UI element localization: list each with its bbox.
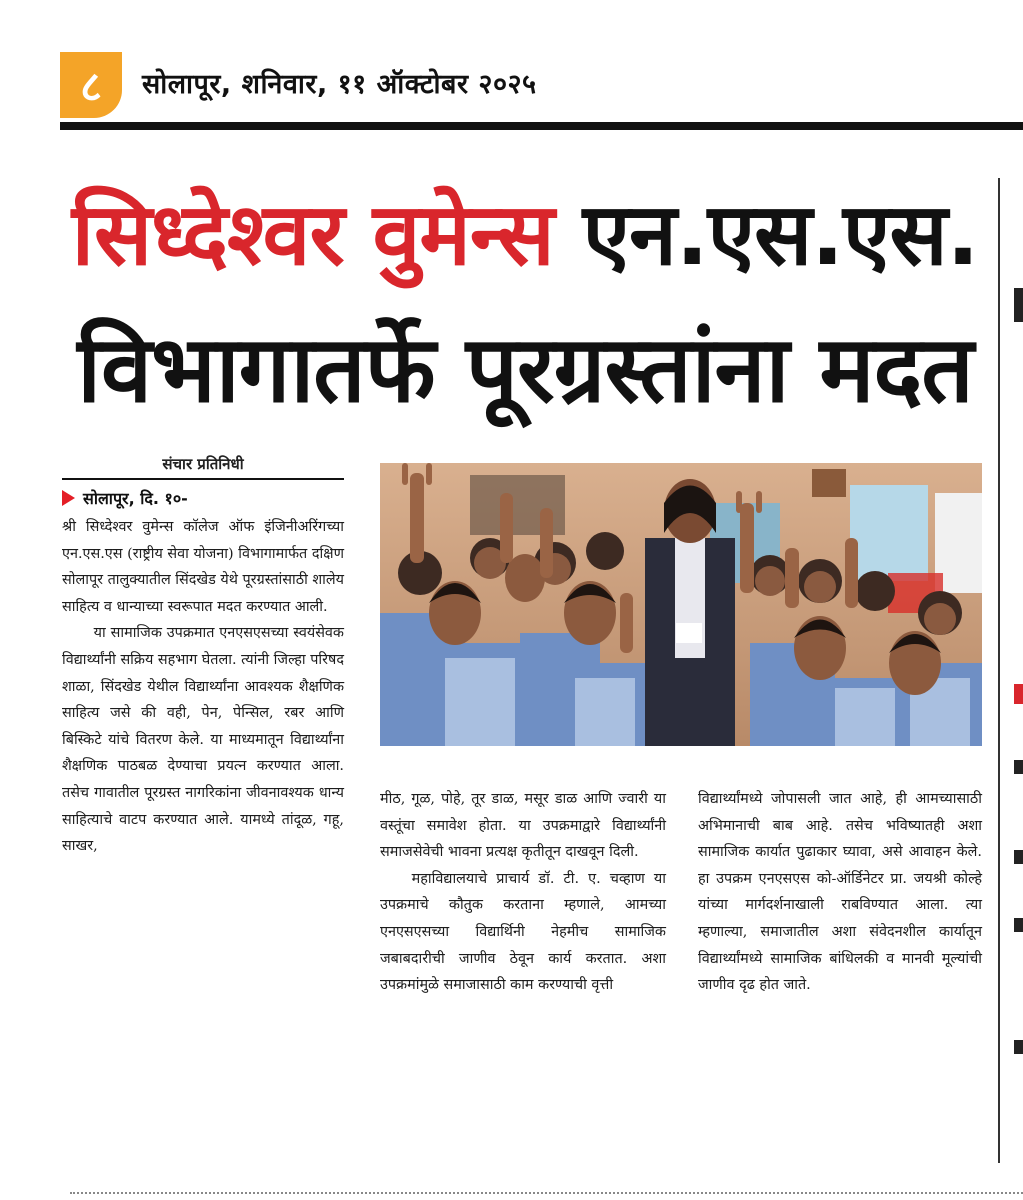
dateline-text: सोलापूर, दि. १०-	[83, 489, 188, 508]
article-paragraph-1: श्री सिध्देश्वर वुमेन्स कॉलेज ऑफ इंजिनीअरिंगच्या एन.एस.एस (राष्ट्रीय सेवा योजना) विभागामार्फत दक्षिण सोलापूर तालुक्यातील सिंदखेड येथे पूरग्रस्तांसाठी शालेय साहित्य व धान्याच्या स्वरूपात मदत करण्यात आली.	[62, 519, 344, 615]
adjacent-article-edge	[1014, 850, 1023, 864]
article-column-1	[62, 514, 344, 860]
headline-black-part: एन.एस.एस.	[582, 185, 979, 285]
adjacent-article-edge	[1014, 1040, 1023, 1054]
students-group-photo	[380, 463, 982, 746]
page-number-badge: ८	[60, 52, 122, 118]
article-dateline	[62, 487, 188, 509]
adjacent-article-edge	[1014, 918, 1023, 932]
headline-red-part: सिध्देश्वर वुमेन्स	[71, 185, 554, 285]
adjacent-article-edge	[1014, 760, 1023, 774]
adjacent-article-edge	[1014, 684, 1023, 704]
byline-rule	[62, 478, 344, 480]
article-paragraph-2-continued: मीठ, गूळ, पोहे, तूर डाळ, मसूर डाळ आणि ज्वारी या वस्तूंचा समावेश होता. या उपक्रमाद्वारे विद्यार्थ्यांनी समाजसेवेची भावना प्रत्यक्ष कृतीतून दाखवून दिली.	[380, 791, 666, 861]
arrow-right-icon	[62, 490, 75, 506]
footer-dotted-rule	[70, 1192, 1023, 1194]
headline-line-2: विभागातर्फे पूरग्रस्तांना मदत	[77, 316, 973, 423]
adjacent-article-edge	[1014, 288, 1023, 322]
header-dateline: सोलापूर, शनिवार, ११ ऑक्टोबर २०२५	[142, 69, 537, 100]
column-divider	[998, 178, 1000, 1163]
article-paragraph-3-continued: विद्यार्थ्यांमध्ये जोपासली जात आहे, ही आमच्यासाठी अभिमानाची बाब आहे. तसेच भविष्यातही अशा सामाजिक कार्यात पुढाकार घ्यावा, असे आवाहन केले. हा उपक्रम एनएसएस को-ऑर्डिनेटर प्रा. जयश्री कोल्हे यांच्या मार्गदर्शनाखाली राबविण्यात आला. त्या म्हणाल्या, समाजातील अशा संवेदनशील कार्यातून विद्यार्थ्यांमध्ये सामाजिक बांधिलकी व मानवी मूल्यांची जाणीव दृढ होत जाते.	[698, 791, 982, 994]
article-paragraph-2: या सामाजिक उपक्रमात एनएसएसच्या स्वयंसेवक विद्यार्थ्यांनी सक्रिय सहभाग घेतला. त्यांनी जिल्हा परिषद शाळा, सिंदखेड येथील विद्यार्थ्यांना आवश्यक शैक्षणिक साहित्य जसे की वही, पेन, पेन्सिल, रबर आणि बिस्किटे यांचे वितरण केले. या माध्यमातून विद्यार्थ्यांना शैक्षणिक पाठबळ देण्याचा प्रयत्न करण्यात आला. तसेच गावातील पूरग्रस्त नागरिकांना जीवनावश्यक धान्य साहित्याचे वाटप करण्यात आले. यामध्ये तांदूळ, गहू, साखर,	[62, 625, 344, 855]
article-column-3	[698, 786, 982, 999]
header-rule	[60, 122, 1023, 130]
article-column-2	[380, 786, 666, 999]
headline-line-1	[60, 185, 990, 285]
byline: संचार प्रतिनिधी	[162, 455, 244, 473]
article-photo	[380, 463, 982, 746]
article-paragraph-3: महाविद्यालयाचे प्राचार्य डॉ. टी. ए. चव्हाण या उपक्रमाचे कौतुक करताना म्हणाले, आमच्या एनएसएसच्या विद्यार्थिनी नेहमीच सामाजिक जबाबदारीची जाणीव ठेवून कार्य करतात. अशा उपक्रमांमुळे समाजासाठी काम करण्याची वृत्ती	[380, 870, 666, 994]
